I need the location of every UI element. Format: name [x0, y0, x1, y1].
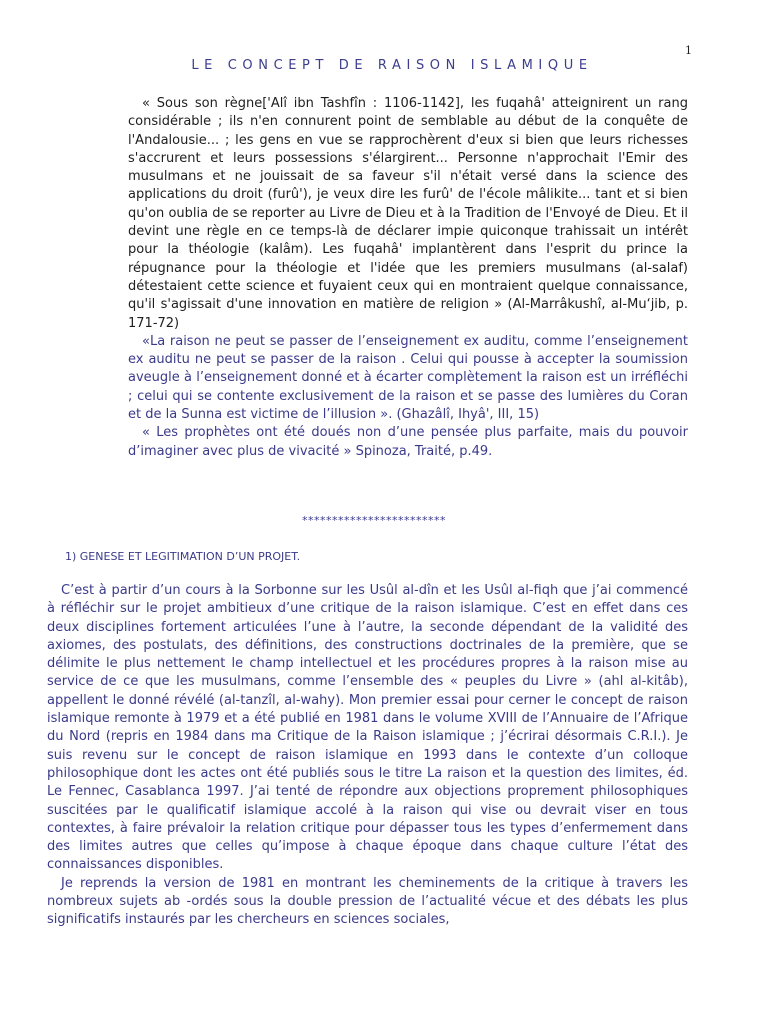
body-paragraph: C’est à partir d’un cours à la Sorbonne sur les Usûl al-dîn et les Usûl al-fiqh que j’ai commencé à réfléchir sur le projet ambitieux d’une critique de la raison islamique. C’est en effet dans ces deux disciplines fortement articulées l’une à l’autre, la seconde dépendant de la validité des axiomes, des postulats, des définitions, des constructions doctrinales de la première, que se délimite le plus nettement le champ intellectuel et les procédures propres à la raison mise au service de ce que les musulmans, comme l’ensemble des « peuples du Livre » (ahl al-kitâb), appellent le donné révélé (al-tanzîl, al-wahy). Mon premier essai pour cerner le concept de raison islamique remonte à 1979 et a été publié en 1981 dans le volume XVIII de l’Annuaire de l’Afrique du Nord (repris en 1984 dans ma Critique de la Raison islamique ; j’écrirai désormais C.R.I.). Je suis revenu sur le concept de raison islamique en 1993 dans le contexte d’un colloque philosophique dont les actes ont été publiés sous le titre La raison et la question des limites, éd. Le Fennec, Casablanca 1997. J’ai tenté de répondre aux objections proprement philosophiques suscitées par le qualificatif islamique accolé à la raison qui vise ou devrait viser en tous contextes, à faire prévaloir la relation critique pour dépasser tous les types d’enfermement dans des limites autres que celles qu’impose à chaque époque dans chaque culture l’état des connaissances disponibles. — [47, 583, 688, 873]
epigraph-quote-marrakushi: « Sous son règne['Alî ibn Tashfîn : 1106-1142], les fuqahâ' atteignirent un rang considérable ; ils n'en connurent point de semblable au début de la conquête de l'Andalousie... ; les gens en vue se rapprochèrent d'eux si bien que leurs richesses s'accrurent et leurs possessions s'élargirent... Personne n'approchait l'Emir des musulmans et ne jouissait de sa faveur s'il n'était versé dans la science des applications du droit (furû'), je veux dire les furû' de l'école mâlikite... tant et si bien qu'on oublia de se reporter au Livre de Dieu et à la Tradition de l'Envoyé de Dieu. Et il devint une règle en ce temps-là de déclarer impie quiconque trahissait un intérêt pour la théologie (kalâm). Les fuqahâ' implantèrent dans l'esprit du prince la répugnance pour la théologie et l'idée que les premiers musulmans (al-salaf) détestaient cette science et fuyaient ceux qui en montraient quelque connaissance, qu'il s'agissait d'une innovation en matière de religion » (Al-Marrâkushî, al-Mu‘jib, p. 171-72) — [128, 96, 688, 331]
body-text — [47, 582, 688, 930]
section-heading: 1) GENESE ET LEGITIMATION D’UN PROJET. — [65, 550, 301, 563]
body-paragraph: Je reprends la version de 1981 en montrant les cheminements de la critique à travers les nombreux sujets ab -ordés sous la double pression de l’actualité vécue et des débats les plus significatifs instaurés par les chercheurs en sciences sociales, — [47, 875, 688, 928]
epigraph-quotes — [128, 95, 688, 461]
asterisk-separator: ************************ — [302, 514, 446, 527]
page-number: 1 — [685, 44, 692, 57]
document-title: LE CONCEPT DE RAISON ISLAMIQUE — [191, 58, 593, 73]
epigraph-quote-spinoza: « Les prophètes ont été doués non d’une pensée plus parfaite, mais du pouvoir d’imaginer avec plus de vivacité » Spinoza, Traité, p.49. — [128, 425, 688, 459]
epigraph-quote-ghazali: «La raison ne peut se passer de l’enseignement ex auditu, comme l’enseignement ex auditu ne peut se passer de la raison . Celui qui pousse à accepter la soumission aveugle à l’enseignement donné et à écarter complètement la raison est un irréfléchi ; celui qui se contente exclusivement de la raison et se passe des lumières du Coran et de la Sunna est victime de l’illusion ». (Ghazâlî, Ihyâ', III, 15) — [128, 333, 688, 423]
